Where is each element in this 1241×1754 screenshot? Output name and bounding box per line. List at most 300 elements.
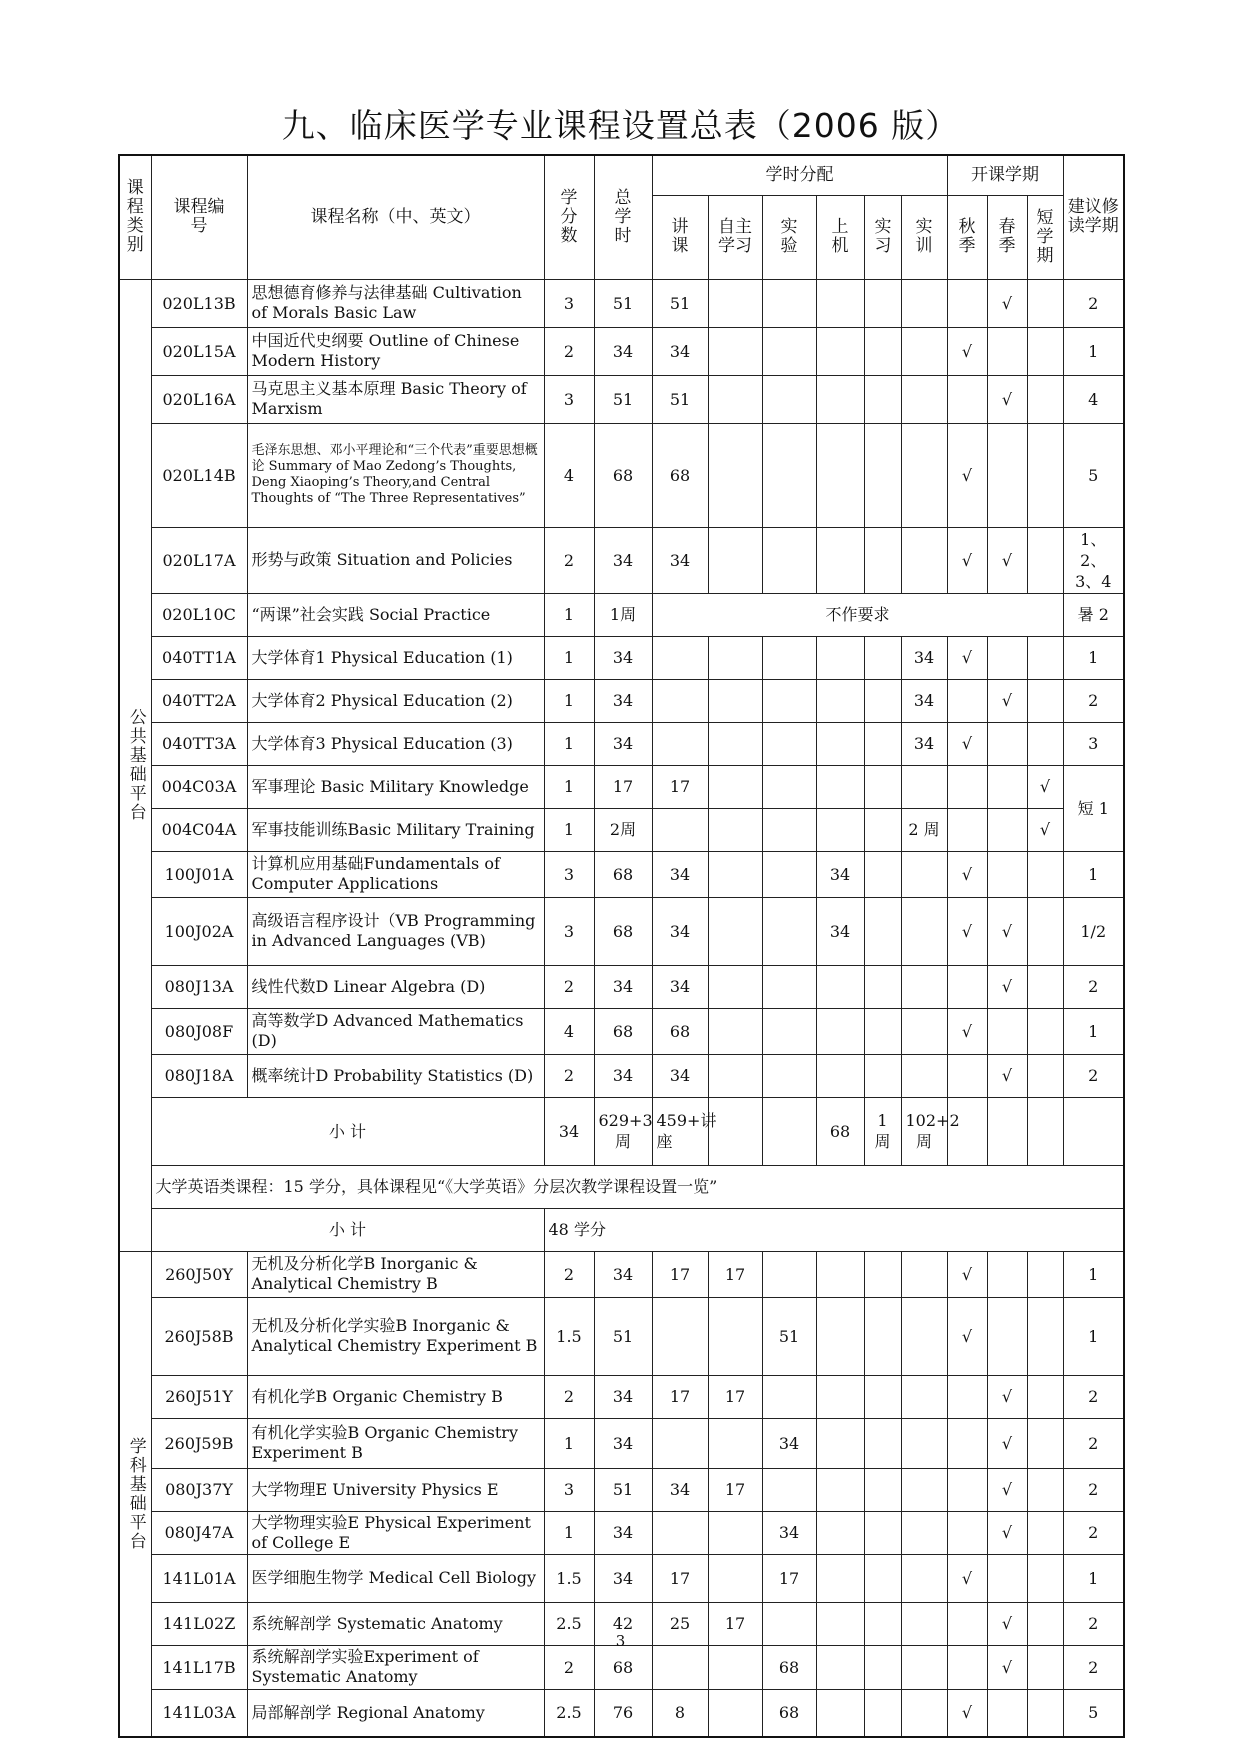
hours-cell: 34 [594,1554,652,1602]
hours-cell: 42 [594,1602,652,1645]
training-cell: 2 周 [901,808,947,851]
suggested-semester: 1 [1063,636,1124,679]
self-study-cell [708,897,762,965]
subtotal-credits-total: 48 学分 [544,1208,1124,1251]
computer-cell [816,679,864,722]
header-code: 课程编号 [151,155,247,279]
lecture-cell: 34 [652,327,708,375]
experiment-cell [762,527,816,593]
spring-cell [987,765,1027,808]
header-spring: 春季 [987,195,1027,279]
short-term-cell [1027,1008,1063,1054]
table-row [119,1468,1124,1511]
hours-cell: 68 [594,851,652,897]
computer-cell [816,765,864,808]
self-study-cell [708,1418,762,1468]
lecture-cell: 25 [652,1602,708,1645]
experiment-cell [762,327,816,375]
short-term-cell [1027,1418,1063,1468]
computer-cell [816,1645,864,1689]
course-code: 004C04A [151,808,247,851]
subtotal-label: 小 计 [151,1097,544,1165]
experiment-cell: 51 [762,1297,816,1375]
computer-cell [816,1251,864,1297]
spring-cell [987,722,1027,765]
course-code: 100J01A [151,851,247,897]
short-term-cell [1027,1468,1063,1511]
training-cell: 34 [901,679,947,722]
header-experiment: 实验 [762,195,816,279]
short-term-cell [1027,1689,1063,1737]
not-required-note: 不作要求 [652,593,1063,636]
self-study-cell [708,808,762,851]
autumn-cell [947,808,987,851]
page-title: 九、临床医学专业课程设置总表（2006 版） [281,106,960,145]
suggested-semester: 1 [1063,1554,1124,1602]
hours-cell: 1周 [594,593,652,636]
course-name: 系统解剖学实验Experiment of Systematic Anatomy [247,1645,544,1689]
short-term-cell [1027,636,1063,679]
experiment-cell [762,851,816,897]
header-lecture: 讲课 [652,195,708,279]
table-row [119,1008,1124,1054]
self-study-cell [708,1008,762,1054]
hours-cell: 51 [594,1297,652,1375]
group-subject-platform: 学科基础平台 [119,1251,151,1737]
hours-cell: 34 [594,1054,652,1097]
computer-cell [816,423,864,527]
experiment-cell: 17 [762,1554,816,1602]
course-code: 020L14B [151,423,247,527]
hours-cell: 34 [594,1418,652,1468]
self-study-cell [708,1511,762,1554]
table-row [119,1689,1124,1737]
experiment-cell [762,1054,816,1097]
training-cell [901,279,947,327]
lecture-cell: 68 [652,423,708,527]
self-study-cell [708,1054,762,1097]
spring-cell: √ [987,1645,1027,1689]
spring-cell [987,808,1027,851]
lecture-cell [652,679,708,722]
spring-cell [987,1554,1027,1602]
short-term-cell [1027,375,1063,423]
autumn-cell [947,1645,987,1689]
training-cell [901,1297,947,1375]
course-name: 大学体育2 Physical Education (2) [247,679,544,722]
credits-cell: 4 [544,1008,594,1054]
course-code: 141L03A [151,1689,247,1737]
hours-cell: 34 [594,679,652,722]
hours-cell: 51 [594,279,652,327]
short-term-cell [1027,1554,1063,1602]
header-short-term: 短学期 [1027,195,1063,279]
subtotal-suggested [1063,1097,1124,1165]
hours-cell: 34 [594,327,652,375]
spring-cell [987,423,1027,527]
subtotal-credits: 34 [544,1097,594,1165]
credits-cell: 1 [544,679,594,722]
course-code: 080J47A [151,1511,247,1554]
short-term-cell [1027,851,1063,897]
header-self-study: 自主学习 [708,195,762,279]
hours-cell: 17 [594,765,652,808]
subtotal-hours: 629+3周 [594,1097,652,1165]
course-name: 有机化学B Organic Chemistry B [247,1375,544,1418]
spring-cell: √ [987,1418,1027,1468]
course-name: “两课”社会实践 Social Practice [247,593,544,636]
course-code: 260J58B [151,1297,247,1375]
credits-cell: 2 [544,1054,594,1097]
practice-cell [864,327,901,375]
suggested-semester: 1/2 [1063,897,1124,965]
practice-cell [864,765,901,808]
autumn-cell [947,1418,987,1468]
credits-cell: 2 [544,327,594,375]
training-cell: 34 [901,636,947,679]
self-study-cell [708,1645,762,1689]
short-term-cell [1027,1297,1063,1375]
autumn-cell: √ [947,327,987,375]
short-term-cell [1027,679,1063,722]
course-code: 020L17A [151,527,247,593]
practice-cell [864,1297,901,1375]
lecture-cell: 17 [652,1251,708,1297]
experiment-cell [762,279,816,327]
practice-cell [864,1418,901,1468]
suggested-semester: 1 [1063,1297,1124,1375]
english-note: 大学英语类课程：15 学分，具体课程见“《大学英语》分层次教学课程设置一览” [151,1165,1124,1208]
credits-cell: 1 [544,1418,594,1468]
self-study-cell [708,527,762,593]
suggested-semester: 2 [1063,1468,1124,1511]
practice-cell [864,1554,901,1602]
short-term-cell: √ [1027,765,1063,808]
course-code: 141L01A [151,1554,247,1602]
self-study-cell [708,636,762,679]
table-row [119,851,1124,897]
computer-cell [816,1375,864,1418]
suggested-semester: 1 [1063,1251,1124,1297]
autumn-cell: √ [947,636,987,679]
hours-cell: 51 [594,375,652,423]
suggested-semester: 2 [1063,1054,1124,1097]
short-term-cell [1027,527,1063,593]
practice-cell [864,1251,901,1297]
hours-cell: 34 [594,1511,652,1554]
course-name: 有机化学实验B Organic Chemistry Experiment B [247,1418,544,1468]
lecture-cell [652,1418,708,1468]
autumn-cell [947,1375,987,1418]
course-code: 080J08F [151,1008,247,1054]
course-name: 无机及分析化学实验B Inorganic & Analytical Chemistry Experiment B [247,1297,544,1375]
training-cell [901,1511,947,1554]
training-cell: 34 [901,722,947,765]
subtotal-label: 小 计 [151,1208,544,1251]
spring-cell: √ [987,527,1027,593]
hours-cell: 34 [594,527,652,593]
header-hours: 总学时 [594,155,652,279]
training-cell [901,1689,947,1737]
suggested-semester: 2 [1063,279,1124,327]
short-term-cell [1027,1054,1063,1097]
course-code: 020L15A [151,327,247,375]
spring-cell: √ [987,965,1027,1008]
subtotal-lecture: 459+讲座 [652,1097,708,1165]
suggested-semester: 1 [1063,1008,1124,1054]
computer-cell [816,1297,864,1375]
practice-cell [864,1008,901,1054]
short-term-cell [1027,897,1063,965]
spring-cell: √ [987,1602,1027,1645]
table-row [119,1554,1124,1602]
autumn-cell [947,679,987,722]
header-computer: 上机 [816,195,864,279]
spring-cell: √ [987,897,1027,965]
hours-cell: 68 [594,423,652,527]
spring-cell [987,1689,1027,1737]
training-cell [901,1554,947,1602]
header-suggested: 建议修读学期 [1063,155,1124,279]
experiment-cell [762,375,816,423]
course-name: 局部解剖学 Regional Anatomy [247,1689,544,1737]
practice-cell [864,851,901,897]
training-cell [901,897,947,965]
suggested-semester: 3 [1063,722,1124,765]
course-code: 260J50Y [151,1251,247,1297]
self-study-cell: 17 [708,1375,762,1418]
autumn-cell [947,279,987,327]
practice-cell [864,1689,901,1737]
subtotal-short [1027,1097,1063,1165]
autumn-cell: √ [947,1251,987,1297]
computer-cell [816,722,864,765]
computer-cell [816,636,864,679]
self-study-cell [708,375,762,423]
course-name: 马克思主义基本原理 Basic Theory of Marxism [247,375,544,423]
lecture-cell [652,1297,708,1375]
credits-cell: 3 [544,897,594,965]
autumn-cell: √ [947,851,987,897]
spring-cell [987,636,1027,679]
spring-cell: √ [987,1054,1027,1097]
suggested-semester: 2 [1063,1375,1124,1418]
experiment-cell: 68 [762,1645,816,1689]
short-term-cell [1027,1511,1063,1554]
table-row [119,636,1124,679]
table-row [119,593,1124,636]
table-row [119,327,1124,375]
practice-cell [864,1054,901,1097]
credits-cell: 2 [544,1251,594,1297]
autumn-cell: √ [947,423,987,527]
subtotal-autumn [947,1097,987,1165]
spring-cell: √ [987,1375,1027,1418]
lecture-cell: 17 [652,765,708,808]
short-term-cell [1027,965,1063,1008]
experiment-cell [762,1008,816,1054]
header-category: 课程类别 [119,155,151,279]
suggested-semester: 4 [1063,375,1124,423]
suggested-semester: 1 [1063,851,1124,897]
experiment-cell [762,679,816,722]
lecture-cell: 34 [652,897,708,965]
practice-cell [864,679,901,722]
hours-cell: 34 [594,722,652,765]
credits-cell: 1 [544,636,594,679]
course-code: 141L02Z [151,1602,247,1645]
table-row [119,1054,1124,1097]
spring-cell [987,851,1027,897]
subtotal-self-study [708,1097,762,1165]
suggested-semester: 暑 2 [1063,593,1124,636]
table-row [119,765,1124,808]
autumn-cell [947,965,987,1008]
computer-cell [816,327,864,375]
table-row [119,808,1124,851]
computer-cell [816,375,864,423]
lecture-cell: 17 [652,1375,708,1418]
practice-cell [864,722,901,765]
autumn-cell: √ [947,1689,987,1737]
self-study-cell [708,327,762,375]
computer-cell [816,808,864,851]
spring-cell: √ [987,1511,1027,1554]
table-row [119,375,1124,423]
practice-cell [864,897,901,965]
course-name: 线性代数D Linear Algebra (D) [247,965,544,1008]
practice-cell [864,808,901,851]
lecture-cell [652,722,708,765]
hours-cell: 2周 [594,808,652,851]
course-code: 080J13A [151,965,247,1008]
credits-cell: 2.5 [544,1689,594,1737]
training-cell [901,327,947,375]
short-term-cell [1027,423,1063,527]
lecture-cell [652,808,708,851]
group-public-platform: 公共基础平台 [119,279,151,1251]
autumn-cell [947,1468,987,1511]
training-cell [901,1645,947,1689]
computer-cell [816,1418,864,1468]
lecture-cell [652,636,708,679]
header-credits: 学分数 [544,155,594,279]
computer-cell [816,1689,864,1737]
short-term-cell [1027,279,1063,327]
suggested-semester: 2 [1063,679,1124,722]
suggested-semester: 1 [1063,327,1124,375]
lecture-cell: 51 [652,375,708,423]
suggested-semester: 2 [1063,965,1124,1008]
table-row [119,1251,1124,1297]
computer-cell [816,1054,864,1097]
header-name: 课程名称（中、英文） [247,155,544,279]
spring-cell: √ [987,1468,1027,1511]
lecture-cell: 51 [652,279,708,327]
course-code: 260J59B [151,1418,247,1468]
course-name: 大学体育1 Physical Education (1) [247,636,544,679]
lecture-cell: 8 [652,1689,708,1737]
self-study-cell: 17 [708,1468,762,1511]
course-name: 军事技能训练Basic Military Training [247,808,544,851]
short-term-cell [1027,722,1063,765]
autumn-cell: √ [947,1008,987,1054]
computer-cell [816,1468,864,1511]
self-study-cell [708,965,762,1008]
hours-cell: 68 [594,1008,652,1054]
credits-cell: 3 [544,375,594,423]
training-cell [901,965,947,1008]
computer-cell [816,965,864,1008]
course-code: 020L16A [151,375,247,423]
header-hours-distribution: 学时分配 [652,155,947,195]
autumn-cell [947,765,987,808]
practice-cell [864,1375,901,1418]
hours-cell: 68 [594,897,652,965]
table-row [119,279,1124,327]
spring-cell [987,1251,1027,1297]
subtotal-experiment [762,1097,816,1165]
short-term-cell [1027,1375,1063,1418]
training-cell [901,1054,947,1097]
credits-cell: 2 [544,1375,594,1418]
table-row [119,679,1124,722]
spring-cell [987,327,1027,375]
credits-cell: 2 [544,965,594,1008]
table-row [119,965,1124,1008]
spring-cell [987,1297,1027,1375]
course-code: 020L13B [151,279,247,327]
computer-cell [816,279,864,327]
autumn-cell: √ [947,1554,987,1602]
subtotal-spring [987,1097,1027,1165]
computer-cell [816,1554,864,1602]
self-study-cell: 17 [708,1251,762,1297]
lecture-cell [652,1645,708,1689]
training-cell [901,527,947,593]
table-row [119,527,1124,593]
training-cell [901,765,947,808]
practice-cell [864,1511,901,1554]
course-code: 080J37Y [151,1468,247,1511]
autumn-cell: √ [947,527,987,593]
experiment-cell [762,722,816,765]
header-practice: 实习 [864,195,901,279]
course-name: 高级语言程序设计（VB Programming in Advanced Languages (VB) [247,897,544,965]
experiment-cell [762,636,816,679]
lecture-cell: 17 [652,1554,708,1602]
experiment-cell: 34 [762,1511,816,1554]
table-body [119,279,1124,1737]
course-code: 040TT3A [151,722,247,765]
course-name: 中国近代史纲要 Outline of Chinese Modern History [247,327,544,375]
subtotal-row [119,1208,1124,1251]
course-code: 141L17B [151,1645,247,1689]
table-row [119,897,1124,965]
course-table [118,154,1125,1738]
course-name: 军事理论 Basic Military Knowledge [247,765,544,808]
spring-cell: √ [987,679,1027,722]
experiment-cell: 68 [762,1689,816,1737]
autumn-cell: √ [947,722,987,765]
autumn-cell: √ [947,1297,987,1375]
practice-cell [864,636,901,679]
practice-cell [864,965,901,1008]
training-cell [901,1418,947,1468]
credits-cell: 2.5 [544,1602,594,1645]
suggested-semester: 2 [1063,1418,1124,1468]
english-note-row [119,1165,1124,1208]
